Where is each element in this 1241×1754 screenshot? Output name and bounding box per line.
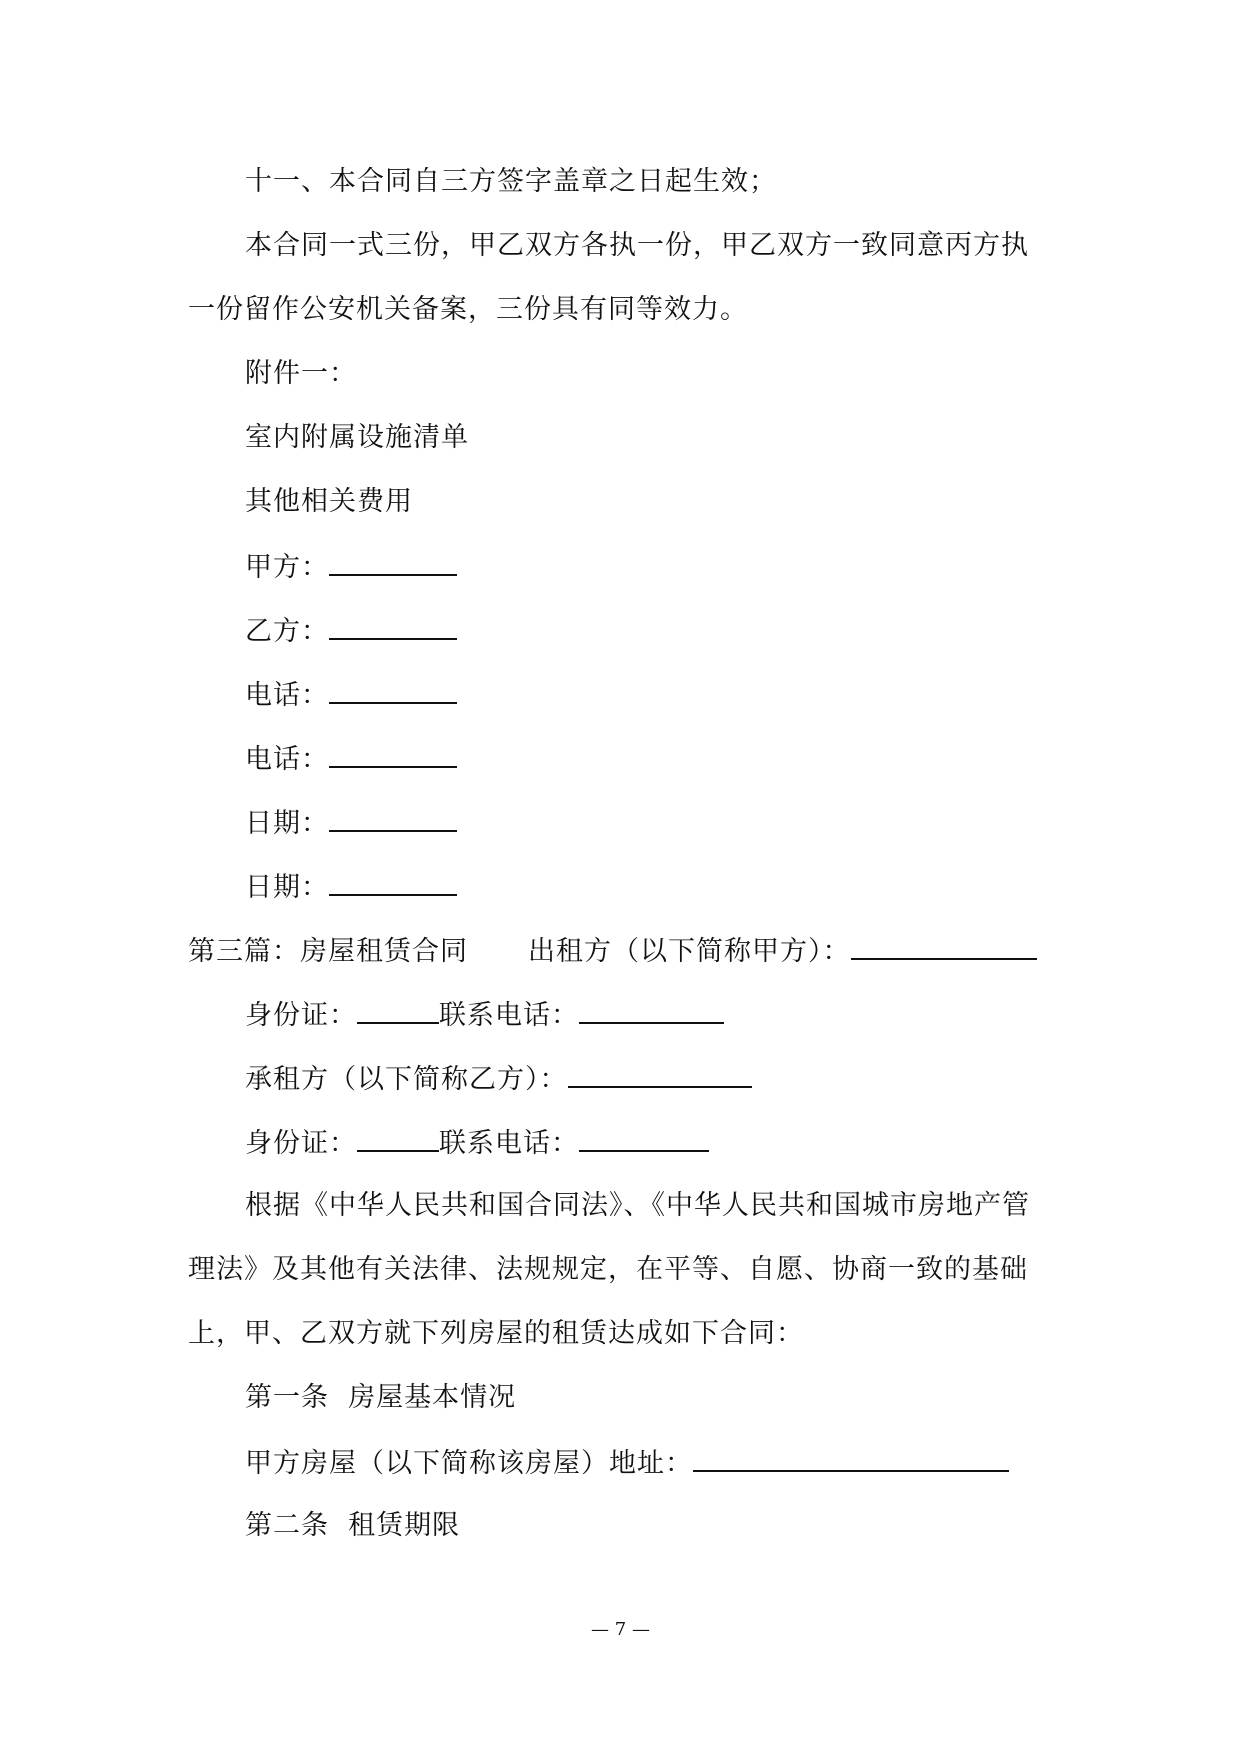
phone-line-2 [245,740,457,778]
clause-eleven-text: 十一、本合同自三方签字盖章之日起生效； [245,166,777,197]
date-blank-2[interactable] [329,868,457,896]
copies-paragraph-line1 [245,228,1029,264]
lessor-id-blank[interactable] [357,996,439,1024]
copies-paragraph-line2 [188,292,748,328]
lessee-phone-blank[interactable] [579,1124,709,1152]
facilities-list-line [245,420,469,456]
lessor-id-label: 身份证： [245,1000,357,1031]
property-address-label: 甲方房屋（以下简称该房屋）地址： [245,1448,693,1479]
party-b-label: 乙方： [245,616,329,647]
other-fees-text: 其他相关费用 [245,486,413,517]
part-three-title: 第三篇：房屋租赁合同 [188,936,468,967]
lessor-blank[interactable] [851,932,1037,960]
clause-eleven [245,164,777,200]
article-two-title: 第二条 租赁期限 [245,1510,461,1541]
party-a-blank[interactable] [329,548,457,576]
phone-blank-2[interactable] [329,740,457,768]
property-address-blank[interactable] [693,1444,1009,1472]
date-line-2 [245,868,457,906]
attachment-heading [245,356,357,392]
phone-blank-1[interactable] [329,676,457,704]
basis-text-1: 根据《中华人民共和国合同法》、《中华人民共和国城市房地产管 [245,1190,1030,1221]
lessee-phone-label: 联系电话： [439,1128,579,1159]
date-line-1 [245,804,457,842]
phone-label-2: 电话： [245,744,329,775]
phone-line-1 [245,676,457,714]
lessee-id-blank[interactable] [357,1124,439,1152]
basis-text-3: 上，甲、乙双方就下列房屋的租赁达成如下合同： [188,1318,804,1349]
lessor-phone-label: 联系电话： [439,1000,579,1031]
date-label-1: 日期： [245,808,329,839]
article-one-heading [245,1380,516,1416]
page-number: — 7 — [591,1619,650,1640]
party-b-signature-line [245,612,457,650]
lessor-phone-blank[interactable] [579,996,724,1024]
lessor-id-line [245,996,724,1034]
lessee-id-line [245,1124,709,1162]
lessee-id-label: 身份证： [245,1128,357,1159]
lessee-blank[interactable] [568,1060,752,1088]
facilities-list-text: 室内附属设施清单 [245,422,469,453]
attachment-label: 附件一： [245,358,357,389]
basis-paragraph-line1 [245,1188,1030,1224]
lessee-label: 承租方（以下简称乙方）： [245,1064,568,1095]
part-three-heading-line [188,932,1037,970]
copies-text-1: 本合同一式三份，甲乙双方各执一份，甲乙双方一致同意丙方执 [245,230,1029,261]
other-fees-line [245,484,413,520]
copies-text-2: 一份留作公安机关备案，三份具有同等效力。 [188,294,748,325]
date-label-2: 日期： [245,872,329,903]
date-blank-1[interactable] [329,804,457,832]
basis-paragraph-line3 [188,1316,804,1352]
basis-paragraph-line2 [188,1252,1028,1288]
party-a-signature-line [245,548,457,586]
article-one-title: 第一条 房屋基本情况 [245,1382,517,1413]
phone-label-1: 电话： [245,680,329,711]
basis-text-2: 理法》及其他有关法律、法规规定，在平等、自愿、协商一致的基础 [188,1254,1028,1285]
party-a-label: 甲方： [245,552,329,583]
party-b-blank[interactable] [329,612,457,640]
lessor-label: 出租方（以下简称甲方）： [528,936,851,967]
lessee-line [245,1060,752,1098]
article-two-heading [245,1508,460,1544]
property-address-line [245,1444,1009,1482]
